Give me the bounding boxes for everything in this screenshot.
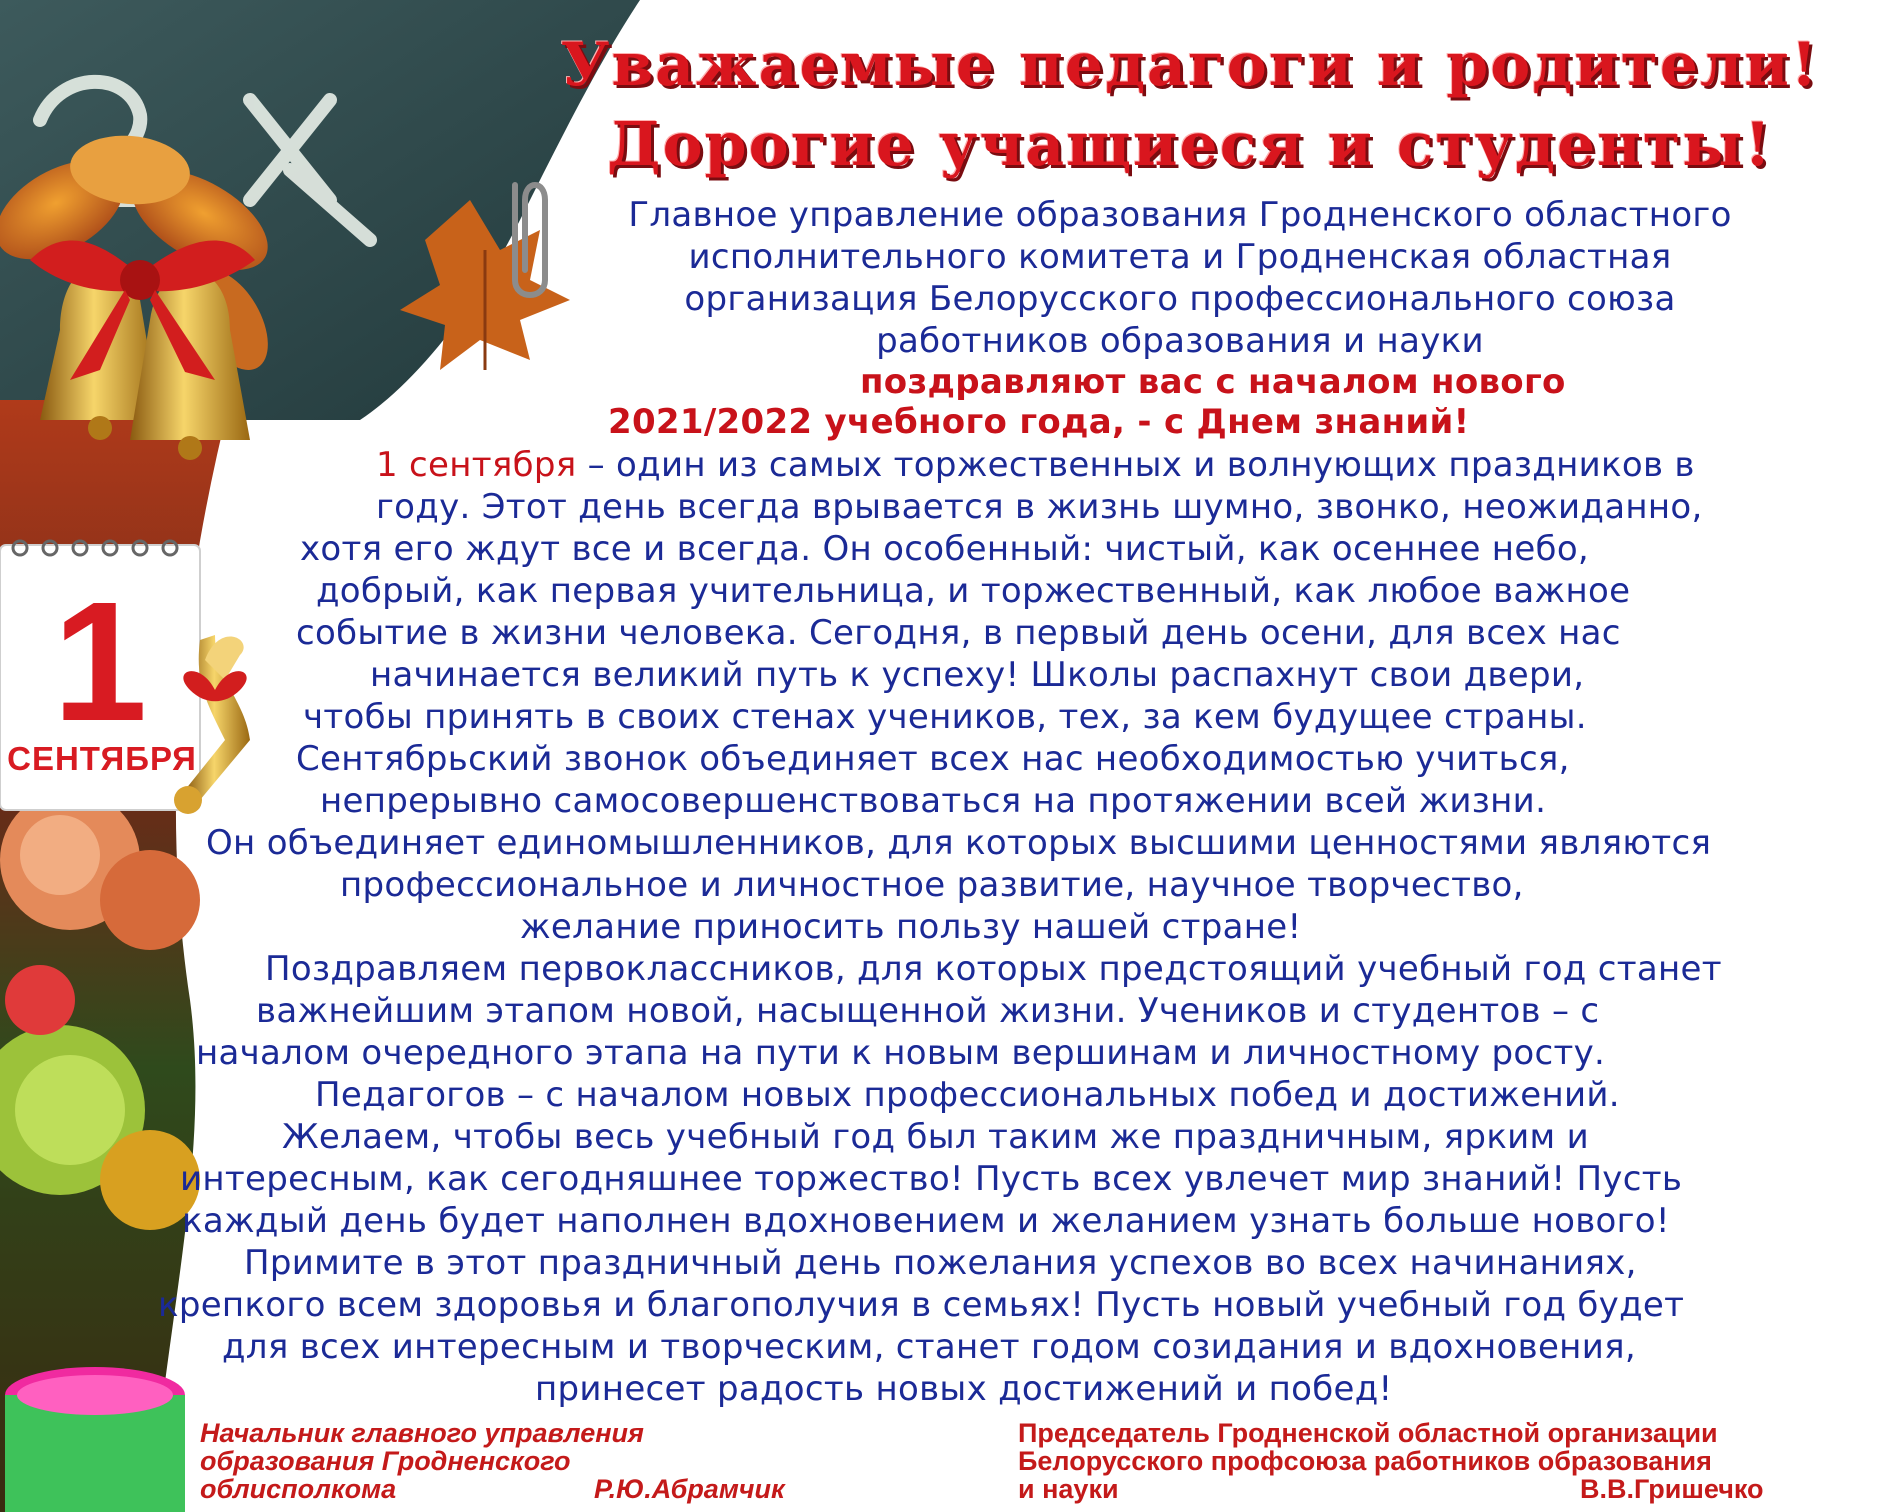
body-line: событие в жизни человека. Сегодня, в первый день осени, для всех нас xyxy=(296,613,1621,653)
signature-right-line-1: Председатель Гродненской областной организации xyxy=(1018,1418,1718,1448)
lead-line-rest: – один из самых торжественных и волнующих праздников в xyxy=(576,445,1695,485)
body-line: Поздравляем первоклассников, для которых предстоящий учебный год станет xyxy=(265,949,1722,989)
body-line: важнейшим этапом новой, насыщенной жизни. Учеников и студентов – с xyxy=(256,991,1600,1031)
signature-right-line-3: и науки xyxy=(1018,1474,1119,1504)
date-highlight: 1 сентября xyxy=(376,445,577,485)
body-line: хотя его ждут все и всегда. Он особенный: чистый, как осеннее небо, xyxy=(300,529,1590,569)
signature-left-line-2: образования Гродненского xyxy=(200,1446,571,1476)
calendar-page xyxy=(0,541,200,810)
body-lead-line xyxy=(376,445,1695,485)
body-line: Желаем, чтобы весь учебный год был таким же праздничным, ярким и xyxy=(282,1117,1589,1157)
intro-line: работников образования и науки xyxy=(876,321,1484,361)
body-line: Педагогов – с началом новых профессиональных побед и достижений. xyxy=(315,1075,1620,1115)
calendar-day: 1 xyxy=(52,567,148,757)
body-line: каждый день будет наполнен вдохновением и желанием узнать больше нового! xyxy=(182,1201,1670,1241)
body-line: интересным, как сегодняшнее торжество! Пусть всех увлечет мир знаний! Пусть xyxy=(180,1159,1683,1199)
signature-left-name: Р.Ю.Абрамчик xyxy=(594,1474,785,1504)
body-line: начинается великий путь к успеху! Школы распахнут свои двери, xyxy=(370,655,1585,695)
signature-left-line-3: облисполкома xyxy=(200,1474,397,1504)
body-line: непрерывно самосовершенствоваться на протяжении всей жизни. xyxy=(320,781,1547,821)
signature-right-line-2: Белорусского профсоюза работников образования xyxy=(1018,1446,1712,1476)
signature-left-line-1: Начальник главного управления xyxy=(200,1418,644,1448)
intro-line: организация Белорусского профессионального союза xyxy=(684,279,1676,319)
body-line: крепкого всем здоровья и благополучия в семьях! Пусть новый учебный год будет xyxy=(158,1285,1685,1325)
intro-line: исполнительного комитета и Гродненская областная xyxy=(688,237,1672,277)
body-line: Примите в этот праздничный день пожелания успехов во всех начинаниях, xyxy=(244,1243,1637,1283)
paint-jar xyxy=(5,1367,185,1512)
body-line: желание приносить пользу нашей стране! xyxy=(520,907,1302,947)
greeting-line-1: поздравляют вас с началом нового xyxy=(860,362,1566,402)
headline-line-2: Дорогие учащиеся и студенты! xyxy=(607,110,1773,180)
body-line: чтобы принять в своих стенах учеников, тех, за кем будущее страны. xyxy=(303,697,1587,737)
body-line: году. Этот день всегда врывается в жизнь шумно, звонко, неожиданно, xyxy=(376,487,1703,527)
intro-line: Главное управление образования Гродненского областного xyxy=(628,195,1732,235)
body-line: началом очередного этапа на пути к новым вершинам и личностному росту. xyxy=(196,1033,1606,1073)
body-line: добрый, как первая учительница, и торжественный, как любое важное xyxy=(316,571,1631,611)
headline-line-1: Уважаемые педагоги и родители! xyxy=(560,30,1820,100)
signature-right-name: В.В.Гришечко xyxy=(1580,1474,1764,1504)
body-line: Сентябрьский звонок объединяет всех нас необходимостью учиться, xyxy=(296,739,1570,779)
body-line: профессиональное и личностное развитие, научное творчество, xyxy=(340,865,1524,905)
body-line: принесет радость новых достижений и побед! xyxy=(535,1369,1393,1409)
calendar-month: СЕНТЯБРЯ xyxy=(7,740,197,777)
greeting-line-2: 2021/2022 учебного года, - с Днем знаний! xyxy=(608,402,1470,442)
body-line: Он объединяет единомышленников, для которых высшими ценностями являются xyxy=(206,823,1712,863)
body-line: для всех интересным и творческим, станет годом созидания и вдохновения, xyxy=(222,1327,1636,1367)
